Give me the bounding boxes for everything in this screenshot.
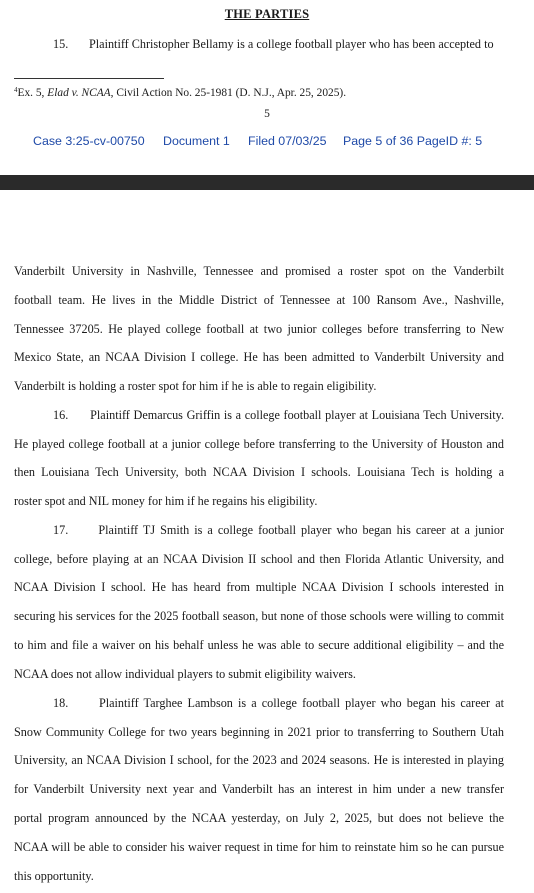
body-line: football team. He lives in the Middle District of Tennessee at 100 Ransom Ave., Nashville, xyxy=(14,293,504,307)
footnote-divider xyxy=(14,78,164,79)
body-line: Tennessee 37205. He played college football at two junior colleges before transferring to New xyxy=(14,322,504,336)
page-break-bar xyxy=(0,175,534,190)
ecf-case-number: Case 3:25-cv-00750 xyxy=(33,134,145,148)
ecf-page-info: Page 5 of 36 PageID #: 5 xyxy=(343,134,483,148)
footnote-text-before: Ex. 5, xyxy=(17,87,48,99)
footnote-marker: 4 xyxy=(14,86,18,94)
body-line: Vanderbilt University in Nashville, Tennessee and promised a roster spot on the Vanderbilt xyxy=(14,264,504,278)
footnote xyxy=(14,86,346,99)
body-line: NCAA Division I school. He has heard from multiple NCAA Division I schools interested in xyxy=(14,580,504,594)
body-line: NCAA does not allow individual players to submit eligibility waivers. xyxy=(14,667,356,681)
body-line: for Vanderbilt University next year and Vanderbilt has an interest in him under a new transfer xyxy=(14,782,504,796)
body-line: 16. Plaintiff Demarcus Griffin is a college football player at Louisiana Tech University. xyxy=(53,408,504,422)
body-line: portal program announced by the NCAA yesterday, on July 2, 2025, but does not believe the xyxy=(14,811,504,825)
body-line: Mexico State, an NCAA Division I college. He has been admitted to Vanderbilt University and xyxy=(14,350,504,364)
paragraph-number: 15. xyxy=(53,37,69,51)
page-number: 5 xyxy=(264,108,270,120)
body-line: NCAA will be able to consider his waiver request in time for him to reinstate him so he can pursue xyxy=(14,840,504,854)
footnote-case-name: Elad v. NCAA xyxy=(47,87,111,99)
body-line: He played college football at a junior college before transferring to the University of Houston and xyxy=(14,437,504,451)
footnote-text-after: , Civil Action No. 25-1981 (D. N.J., Apr. 25, 2025). xyxy=(110,87,347,99)
body-line: 18. Plaintiff Targhee Lambson is a college football player who began his career at xyxy=(53,696,504,710)
ecf-document: Document 1 xyxy=(163,134,230,148)
body-line: roster spot and NIL money for him if he regains his eligibility. xyxy=(14,494,318,508)
section-heading: THE PARTIES xyxy=(224,7,310,21)
body-line: securing his services for the 2025 football season, but none of those schools were willing to commit xyxy=(14,609,504,623)
body-line: college, before playing at an NCAA Division II school and then Florida Atlantic University, and xyxy=(14,552,504,566)
ecf-filed-date: Filed 07/03/25 xyxy=(248,134,327,148)
body-line: to him and file a waiver on his behalf unless he was able to secure additional eligibility – and the xyxy=(14,638,504,652)
body-line: 17. Plaintiff TJ Smith is a college football player who began his career at a junior xyxy=(53,523,504,537)
body-line: Snow Community College for two years beginning in 2021 prior to transferring to Southern Utah xyxy=(14,725,504,739)
body-line: University, an NCAA Division I school, for the 2023 and 2024 seasons. He is interested in playing xyxy=(14,753,504,767)
body-line: Vanderbilt is holding a roster spot for him if he is able to regain eligibility. xyxy=(14,379,377,393)
body-line: then Louisiana Tech University, both NCAA Division I schools. Louisiana Tech is holding a xyxy=(14,465,504,479)
body-line: this opportunity. xyxy=(14,869,94,883)
ecf-header xyxy=(0,134,534,150)
paragraph-text: Plaintiff Christopher Bellamy is a college football player who has been accepted to xyxy=(89,37,494,51)
